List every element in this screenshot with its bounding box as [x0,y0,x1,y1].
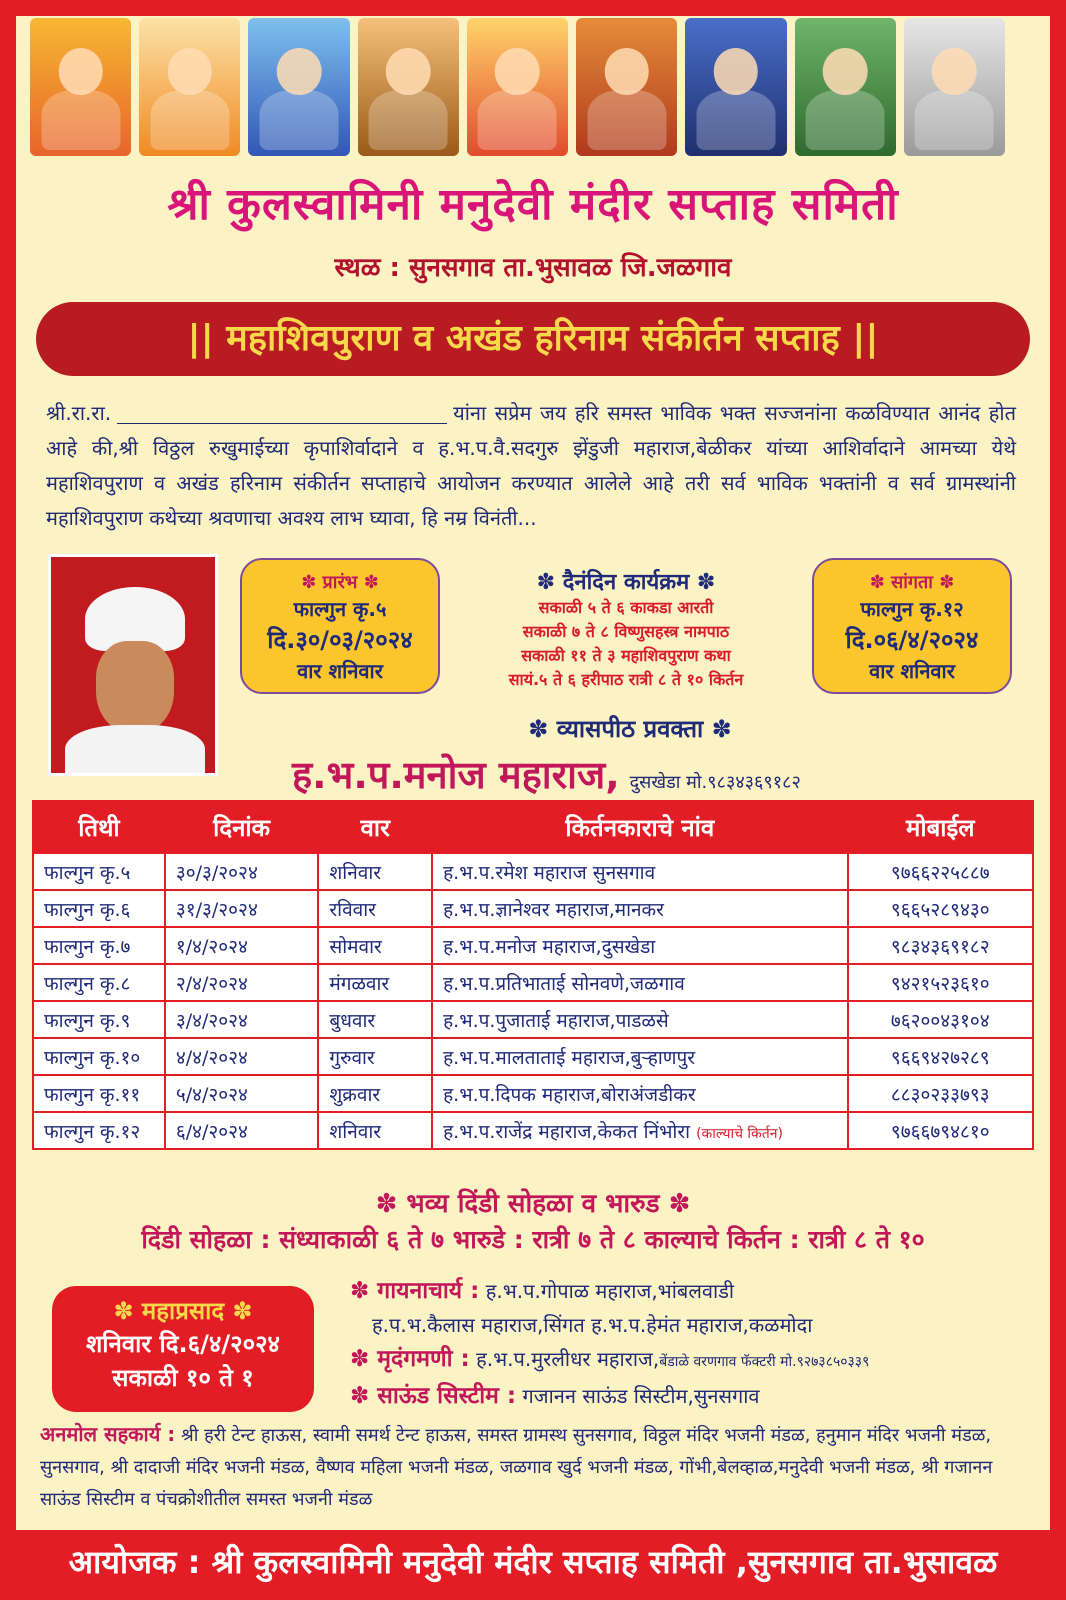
cell-kirtankar: ह.भ.प.ज्ञानेश्वर महाराज,मानकर [432,890,847,927]
poster-title: श्री कुलस्वामिनी मनुदेवी मंदीर सप्ताह समिती [167,179,899,230]
cell-kirtankar [432,1112,847,1149]
cell-mobile: ९६६५२८९४३० [848,890,1033,927]
cell-day: गुरुवार [318,1038,432,1075]
cell-tithi: फाल्गुन कृ.७ [33,927,165,964]
cell-mobile: ९८३४३६९१८२ [848,927,1033,964]
kirtankar-name: ह.भ.प.राजेंद्र महाराज,केकत निंभोरा [443,1120,691,1143]
guru-image [795,18,896,156]
cell-tithi: फाल्गुन कृ.६ [33,890,165,927]
dindi-heading: ✽ भव्य दिंडी सोहळा व भारुड ✽ [375,1189,691,1219]
vyaspeeth-heading: ✽ व्यासपीठ प्रवक्ता ✽ [528,715,732,743]
sound-system-name: गजानन साऊंड सिस्टीम,सुनसगाव [522,1384,760,1408]
table-row [33,1112,1033,1149]
gayanacharya-line2: ह.प.भ.कैलास महाराज,सिंगत ह.भ.प.हेमंत महाराज,कळमोदा [372,1313,813,1337]
table-row [33,1075,1033,1112]
cell-tithi: फाल्गुन कृ.१० [33,1038,165,1075]
header-kirtankar: किर्तनकाराचे नांव [432,801,847,853]
daily-line: सकाळी ५ ते ६ काकडा आरती [538,598,714,617]
tukaram-image [358,18,459,156]
cell-date: ३०/३/२०२४ [165,853,319,890]
start-day: वार शनिवार [297,659,383,683]
dindi-timings: दिंडी सोहळा : संध्याकाळी ६ ते ७ भारुडे : रात्री ७ ते ८ काल्याचे किर्तन : रात्री ८ ते १० [141,1225,925,1254]
cell-day: शनिवार [318,853,432,890]
cell-day: शुक्रवार [318,1075,432,1112]
cell-date: १/४/२०२४ [165,927,319,964]
header-day: वार [318,801,432,853]
daily-line: सायं.५ ते ६ हरीपाठ रात्री ८ ते १० किर्तन [508,670,744,689]
ganesha-image [30,18,131,156]
event-banner: || महाशिवपुराण व अखंड हरिनाम संकीर्तन सप्ताह || [36,302,1030,376]
cell-date: ६/४/२०२४ [165,1112,319,1149]
cell-tithi: फाल्गुन कृ.८ [33,964,165,1001]
cell-day: सोमवार [318,927,432,964]
cell-kirtankar: ह.भ.प.मालताताई महाराज,बुऱ्हाणपुर [432,1038,847,1075]
start-date: दि.३०/०३/२०२४ [267,626,413,654]
cell-tithi: फाल्गुन कृ.५ [33,853,165,890]
cell-day: बुधवार [318,1001,432,1038]
invitation-line1: यांना सप्रेम जय हरि समस्त भाविक भक्त सज्जनांना कळविण्यात [453,401,930,425]
cell-mobile: ९७६६७९४८१० [848,1112,1033,1149]
goddess-image [685,18,786,156]
header-mobile: मोबाईल [848,801,1033,853]
cell-mobile: ९७६६२२५८८७ [848,853,1033,890]
cell-day: शनिवार [318,1112,432,1149]
hanuman-image [576,18,677,156]
speaker-line [292,748,801,800]
table-row [33,853,1033,890]
table-row [33,890,1033,927]
name-blank-line [117,405,447,424]
cell-date: ५/४/२०२४ [165,1075,319,1112]
cell-tithi: फाल्गुन कृ.१२ [33,1112,165,1149]
kirtan-schedule-table [32,800,1034,1150]
cell-kirtankar: ह.भ.प.दिपक महाराज,बोराअंजडीकर [432,1075,847,1112]
end-heading: ✽ सांगता ✽ [869,572,955,593]
vitthal-rukmini-image [248,18,349,156]
organizer-footer: आयोजक : श्री कुलस्वामिनी मनुदेवी मंदीर सप्ताह समिती ,सुनसगाव ता.भुसावळ [68,1543,998,1581]
mrudangmani-line [350,1342,1050,1379]
sound-system-label: ✽ साऊंड सिस्टीम : [350,1383,517,1409]
daily-line: सकाळी ७ ते ८ विष्णुसहस्त्र नामपाठ [522,622,730,641]
saint-image [139,18,240,156]
speaker-photo [48,554,218,776]
cell-mobile: ९४२१५२३६१० [848,964,1033,1001]
mahaprasad-time: सकाळी १० ते १ [112,1364,254,1392]
header-date: दिनांक [165,801,319,853]
end-box [812,558,1012,694]
cell-tithi: फाल्गुन कृ.११ [33,1075,165,1112]
cell-day: मंगळवार [318,964,432,1001]
sound-system-line [350,1379,1050,1413]
speaker-name: ह.भ.प.मनोज महाराज, [292,753,620,797]
mahaprasad-date: शनिवार दि.६/४/२०२४ [85,1330,281,1358]
gayanacharya-line [350,1274,1050,1308]
face-shape [96,641,174,733]
gayanacharya-name: ह.भ.प.गोपाळ महाराज,भांबलवाडी [485,1279,735,1303]
daily-schedule-box [440,560,812,692]
cell-mobile: ९६६९४२७२८९ [848,1038,1033,1075]
invitation-text: आनंद होत आहे की,श्री विठ्ठल रुखुमाईच्या कृपाशिर्वादाने व ह.भ.प.वै.सदगुरु झेंडुजी महाराज,बेळीकर यांच्या आशिर्वादाने आमच्या येथे महाशिवपुराण व अखंड हरिनाम संकीर्तन सप्ताहाचे आयोजन करण्यात आलेले आहे तरी सर्व भाविक भक्तांनी व सर्व ग्रामस्थांनी महाशिवपुराण कथेच्या श्रवणाचा अवश्य लाभ घ्यावा, हि नम्र विनंती... [46,401,1016,530]
speaker-detail: दुसखेडा मो.९८३४३६९१८२ [629,772,801,793]
mahaprasad-box [52,1286,314,1412]
mrudangmani-label: ✽ मृदंगमणी : [350,1346,470,1372]
cell-date: ४/४/२०२४ [165,1038,319,1075]
cell-kirtankar: ह.भ.प.रमेश महाराज सुनसगाव [432,853,847,890]
sadguru-image [904,18,1005,156]
header-tithi: तिथी [33,801,165,853]
invitation-prefix: श्री.रा.रा. [46,401,112,425]
table-row [33,1038,1033,1075]
cell-tithi: फाल्गुन कृ.९ [33,1001,165,1038]
deity-images-row [30,18,1005,156]
start-tithi: फाल्गुन कृ.५ [293,597,387,621]
shirt-shape [65,725,205,776]
mrudangmani-name: ह.भ.प.मुरलीधर महाराज, [476,1347,660,1371]
sahakary-block [40,1418,1026,1516]
venue-line: स्थळ : सुनसगाव ता.भुसावळ जि.जळगाव [334,253,732,283]
cell-date: ३१/३/२०२४ [165,890,319,927]
sahakary-text: श्री हरी टेन्ट हाऊस, स्वामी समर्थ टेन्ट हाऊस, समस्त ग्रामस्थ सुनसगाव, विठ्ठल मंदिर भजनी मंडळ, हनुमान मंदिर भजनी मंडळ, सुनसगाव, श्री दादाजी मंदिर भजनी मंडळ, वैष्णव महिला भजनी मंडळ, जळगाव खुर्द भजनी मंडळ, गोंभी,बेलव्हाळ,मनुदेवी भजनी मंडळ, श्री गजानन साऊंड सिस्टीम व पंचक्रोशीतील समस्त भजनी मंडळ [40,1425,993,1510]
invitation-paragraph [46,396,1016,536]
cell-mobile: ८८३०२३३७९३ [848,1075,1033,1112]
credits-block [350,1274,1050,1413]
table-row [33,1001,1033,1038]
table-row [33,927,1033,964]
end-date: दि.०६/४/२०२४ [845,626,979,654]
cell-day: रविवार [318,890,432,927]
cell-date: ३/४/२०२४ [165,1001,319,1038]
cell-date: २/४/२०२४ [165,964,319,1001]
end-tithi: फाल्गुन कृ.१२ [860,597,964,621]
sahakary-label: अनमोल सहकार्य : [40,1422,176,1446]
end-day: वार शनिवार [869,659,955,683]
cell-mobile: ७६२००४३१०४ [848,1001,1033,1038]
cell-kirtankar: ह.भ.प.मनोज महाराज,दुसखेडा [432,927,847,964]
gayanacharya-label: ✽ गायनाचार्य : [350,1278,480,1304]
start-box [240,558,440,694]
start-heading: ✽ प्रारंभ ✽ [301,572,379,593]
mrudangmani-detail: बेंडाळे वरणगाव फॅक्टरी मो.९२७३८५०३३९ [659,1354,870,1370]
cell-kirtankar: ह.भ.प.पुजाताई महाराज,पाडळसे [432,1001,847,1038]
daily-line: सकाळी ११ ते ३ महाशिवपुराण कथा [521,646,731,665]
table-row [33,964,1033,1001]
mahaprasad-heading: ✽ महाप्रसाद ✽ [113,1297,253,1325]
rama-image [467,18,568,156]
kala-note: (काल्याचे किर्तन) [696,1125,784,1142]
table-header-row [33,801,1033,853]
daily-heading: ✽ दैनंदिन कार्यक्रम ✽ [536,570,716,595]
cell-kirtankar: ह.भ.प.प्रतिभाताई सोनवणे,जळगाव [432,964,847,1001]
